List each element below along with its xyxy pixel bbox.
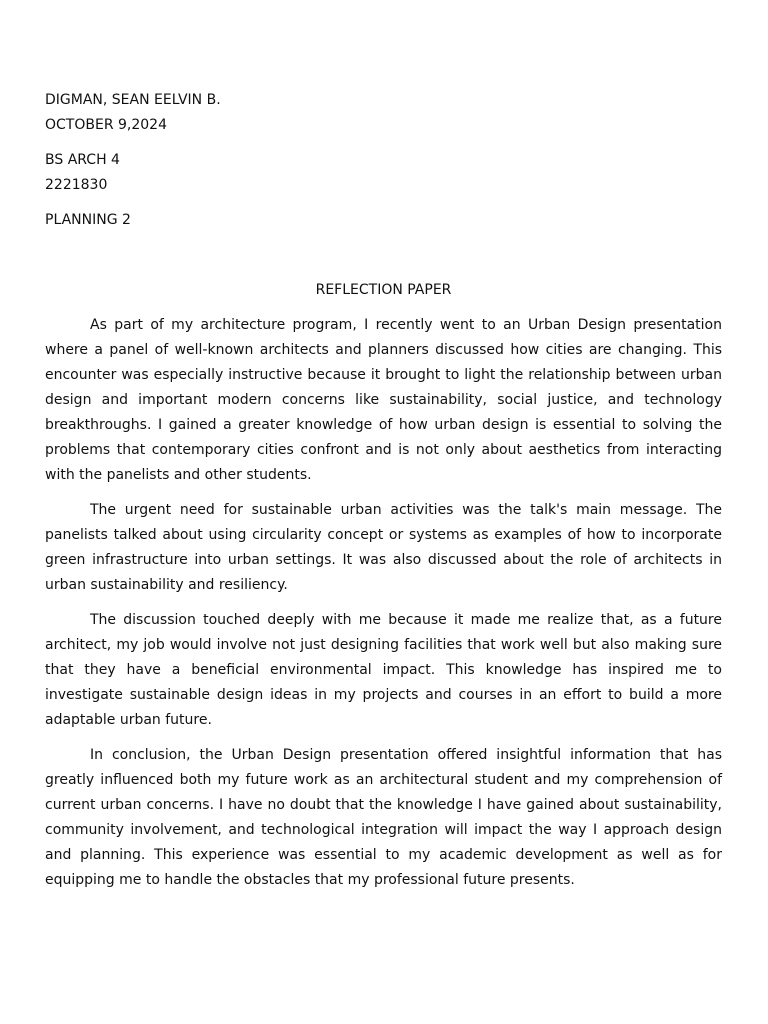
body-paragraph-2: The urgent need for sustainable urban activities was the talk's main message. The panelists talked about using circularity concept or systems as examples of how to incorporate green infrastructure into urban settings. It was also discussed about the role of architects in urban sustainability and resiliency. [45, 502, 722, 593]
author-name: DIGMAN, SEAN EELVIN B. [45, 92, 221, 108]
student-id: 2221830 [45, 177, 108, 193]
document-date: OCTOBER 9,2024 [45, 117, 167, 133]
document-page [45, 88, 722, 893]
body-paragraph-1: As part of my architecture program, I recently went to an Urban Design presentation where a panel of well-known architects and planners discussed how cities are changing. This encounter was especially instructive because it brought to light the relationship between urban design and important modern concerns like sustainability, social justice, and technology breakthroughs. I gained a greater knowledge of how urban design is essential to solving the problems that contemporary cities confront and is not only about aesthetics from interacting with the panelists and other students. [45, 317, 722, 483]
course-name: PLANNING 2 [45, 212, 131, 228]
program-year: BS ARCH 4 [45, 152, 120, 168]
body-paragraph-3: The discussion touched deeply with me because it made me realize that, as a future architect, my job would involve not just designing facilities that work well but also making sure that they have a beneficial environmental impact. This knowledge has inspired me to investigate sustainable design ideas in my projects and courses in an effort to build a more adaptable urban future. [45, 612, 722, 728]
body-paragraph-4: In conclusion, the Urban Design presentation offered insightful information that has greatly influenced both my future work as an architectural student and my comprehension of current urban concerns. I have no doubt that the knowledge I have gained about sustainability, community involvement, and technological integration will impact the way I approach design and planning. This experience was essential to my academic development as well as for equipping me to handle the obstacles that my professional future presents. [45, 747, 722, 888]
document-title: REFLECTION PAPER [315, 282, 452, 298]
